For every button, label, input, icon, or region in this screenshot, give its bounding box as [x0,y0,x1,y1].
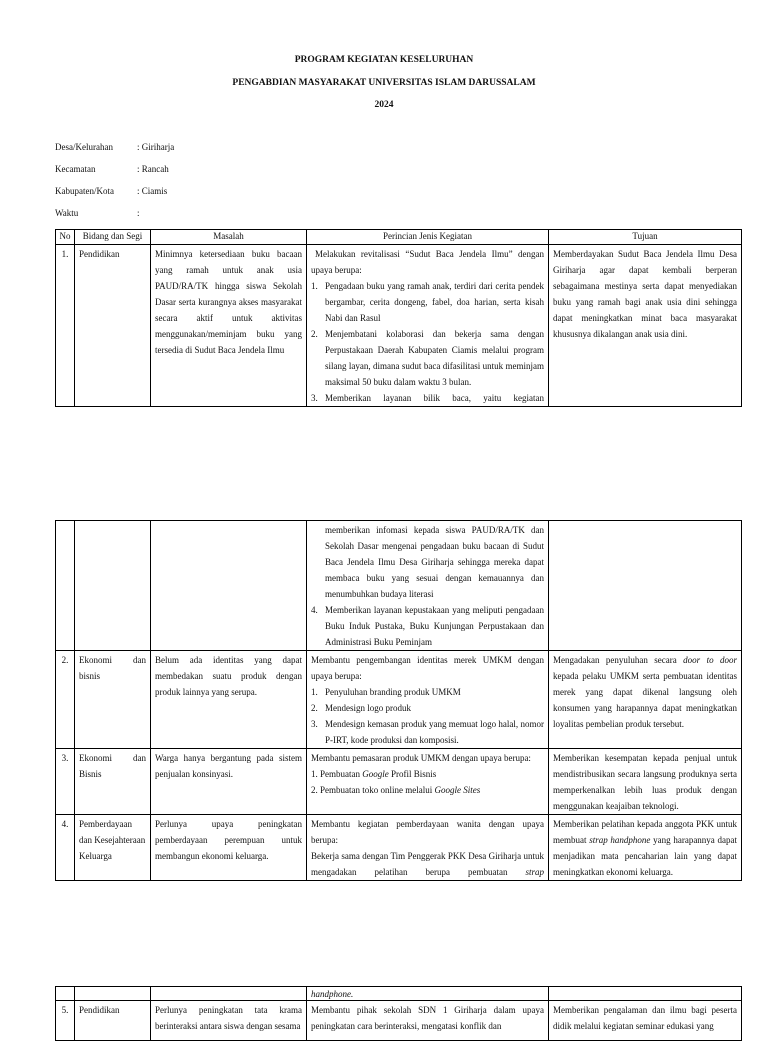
meta-row-kecamatan [55,162,174,184]
list-item: 1. Pengadaan buku yang ramah anak, terdiri dari cerita pendek bergambar, cerita dongeng, fabel, doa harian, serta kisah Nabi dan Rasul [311,281,544,323]
header-bidang: Bidang dan Segi [75,230,151,245]
row-bidang: Ekonomi dan Bisnis [75,749,151,815]
table-row [56,815,742,881]
row-bidang: Pendidikan [75,245,151,407]
row-bidang: Pemberdayaan dan Kesejahteraan Keluarga [75,815,151,881]
row-perincian [307,651,549,749]
list-item: memberikan infomasi kepada siswa PAUD/RA/TK dan Sekolah Dasar mengenai pengadaan buku bacaan di Sudut Baca Jendela Ilmu Desa Giriharja sehingga mereka dapat membaca buku yang sesuai dengan kemauannya dan menumbuhkan budaya literasi [325,525,544,599]
list-item: 1. Penyuluhan branding produk UMKM [311,687,461,697]
perincian-list [311,278,544,406]
perincian-list [311,684,544,748]
row-perincian-continued: handphone. [307,987,549,1001]
row-perincian-continued [307,521,549,651]
meta-row-desa [55,140,174,162]
perincian-intro: Membantu pengembangan identitas merek UMKM dengan upaya berupa: [311,655,544,681]
table-row [56,749,742,815]
row-masalah: Belum ada identitas yang dapat membedakan suatu produk dengan produk lainnya yang serupa. [151,651,307,749]
table-header-row [56,230,742,245]
row-bidang: Ekonomi dan bisnis [75,651,151,749]
program-table-page-2 [55,520,742,881]
list-item: 3. Mendesign kemasan produk yang memuat logo halal, nomor P-IRT, kode produksi dan komposisi. [311,719,544,745]
row-number: 1. [56,245,75,407]
title-line-1: PROGRAM KEGIATAN KESELURUHAN [294,55,474,65]
meta-value: : Giriharja [137,142,175,152]
meta-value: : Rancah [137,164,169,174]
meta-key: Kabupaten/Kota [55,186,114,196]
perincian-intro: Membantu pemasaran produk UMKM dengan upaya berupa: [311,753,531,763]
list-item: 2. Pembuatan toko online melalui Google Sites [311,785,481,795]
row-masalah: Minimnya ketersediaan buku bacaan yang ramah untuk anak usia PAUD/RA/TK hingga siswa Sekolah Dasar serta kurangnya akses masyarakat secara aktif untuk aktivitas menggunakan/meminjam buku yang tersedia di Sudut Baca Jendela Ilmu [151,245,307,407]
meta-key: Kecamatan [55,164,96,174]
table-row [56,987,742,1001]
row-bidang: Pendidikan [75,1001,151,1041]
row-tujuan: Memberikan pelatihan kepada anggota PKK untuk membuat strap handphone yang harapannya dapat menjadikan mata pencaharian lain yang dapat meningkatkan ekonomi keluarga. [549,815,742,881]
perincian-intro: Membantu kegiatan pemberdayaan wanita dengan upaya berupa: [311,819,544,845]
list-item: 3. Memberikan layanan bilik baca, yaitu kegiatan [311,393,544,403]
meta-row-waktu [55,206,174,228]
header-masalah: Masalah [151,230,307,245]
row-perincian [307,245,549,407]
row-perincian [307,815,549,881]
meta-row-kabupaten [55,184,174,206]
title-line-2: PENGABDIAN MASYARAKAT UNIVERSITAS ISLAM DARUSSALAM [232,77,536,88]
list-item: 1. Pembuatan Google Profil Bisnis [311,769,437,779]
table-row [56,245,742,407]
table-row [56,521,742,651]
row-perincian: Membantu pihak sekolah SDN 1 Giriharja dalam upaya peningkatan cara berinteraksi, mengatasi konflik dan [307,1001,549,1041]
row-number: 3. [56,749,75,815]
table-row [56,1001,742,1041]
row-tujuan: Memberdayakan Sudut Baca Jendela Ilmu Desa Giriharja agar dapat kembali berperan sebagaimana mestinya serta dapat menyediakan buku yang ramah bagi anak usia dini sehingga dapat meningkatkan minat baca masyarakat khususnya dikalangan anak usia dini. [549,245,742,407]
meta-key: Waktu [55,208,79,218]
row-masalah: Perlunya peningkatan tata krama berinteraksi antara siswa dengan sesama [151,1001,307,1041]
row-number: 4. [56,815,75,881]
meta-value: : [137,208,140,218]
meta-info [55,140,174,228]
list-item: 2. Menjembatani kolaborasi dan bekerja sama dengan Perpustakaan Daerah Kabupaten Ciamis melalui program silang layan, dimana sudut baca difasilitasi untuk meminjam maksimal 50 buku dalam waktu 3 bulan. [311,329,544,387]
header-no: No [56,230,75,245]
program-table-page-1 [55,229,742,407]
document-title [0,52,768,120]
header-tujuan: Tujuan [549,230,742,245]
meta-key: Desa/Kelurahan [55,142,113,152]
list-item: 2. Mendesign logo produk [311,703,411,713]
row-tujuan: Mengadakan penyuluhan secara door to door kepada pelaku UMKM serta pembuatan identitas merek yang dapat dikenal langsung oleh konsumen yang harapannya dapat meningkatkan loyalitas pembelian produk tersebut. [549,651,742,749]
perincian-body: Bekerja sama dengan Tim Penggerak PKK Desa Giriharja untuk mengadakan pelatihan berupa pembuatan strap [311,851,544,877]
row-number: 5. [56,1001,75,1041]
row-tujuan: Memberikan pengalaman dan ilmu bagi peserta didik melalui kegiatan seminar edukasi yang [549,1001,742,1041]
row-masalah: Warga hanya bergantung pada sistem penjualan konsinyasi. [151,749,307,815]
perincian-intro: Melakukan revitalisasi “Sudut Baca Jendela Ilmu” dengan upaya berupa: [311,249,544,275]
row-number: 2. [56,651,75,749]
header-perincian: Perincian Jenis Kegiatan [307,230,549,245]
row-tujuan: Memberikan kesempatan kepada penjual untuk mendistribusikan secara langsung produknya serta memperkenalkan lebih luas produk dengan menggunakan keajaiban teknologi. [549,749,742,815]
table-row [56,651,742,749]
program-table-page-3 [55,986,742,1041]
meta-value: : Ciamis [137,186,168,196]
row-masalah: Perlunya upaya peningkatan pemberdayaan perempuan untuk membangun ekonomi keluarga. [151,815,307,881]
list-item: 4. Memberikan layanan kepustakaan yang meliputi pengadaan Buku Induk Pustaka, Buku Kunjungan Perpustakaan dan Administrasi Buku Peminjam [311,605,544,647]
row-perincian [307,749,549,815]
title-line-3: 2024 [374,100,394,110]
